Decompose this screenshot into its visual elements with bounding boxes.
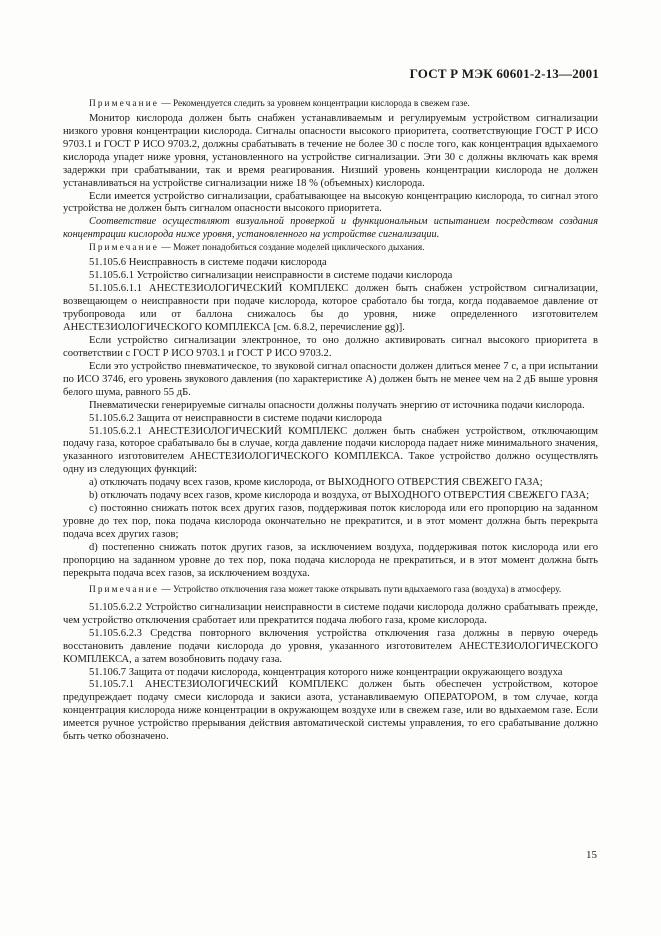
document-body (63, 98, 598, 744)
body-paragraph: Если устройство сигнализации электронное, то оно должно активировать сигнал высокого приоритета в соответствии с ГОСТ Р ИСО 9703.1 и ГОСТ Р ИСО 9703.2. (63, 334, 598, 359)
note-paragraph (63, 243, 598, 255)
body-paragraph: d) постепенно снижать поток других газов, за исключением воздуха, поддерживая поток кислорода или его пропорцию на заданном уровне до тех пор, пока подача кислорода не прекратиться, и в этот момент должна быть перекрыта подача всех газов, за исключением воздуха. (63, 542, 598, 579)
body-paragraph: b) отключать подачу всех газов, кроме кислорода и воздуха, от ВЫХОДНОГО ОТВЕРСТИЯ СВЕЖЕГО ГАЗА; (89, 490, 590, 502)
body-paragraph: Монитор кислорода должен быть снабжен устанавливаемым и регулируемым устройством сигнализации низкого уровня концентрации кислорода. Сигналы опасности высокого приоритета, соответствующие ГОСТ Р ИСО 9703.1 и ГОСТ Р ИСО 9703.2, должны срабатывать в течение не более 30 с после того, как концентрация вдыхаемого кислорода упадет ниже уровня, установленного на устройстве сигнализации. Эти 30 с должны включать как время задержки при срабатывании, так и время реагирования. Низший уровень концентрации кислорода не должен устанавливаться на устройстве сигнализации ниже 18 % (объемных) кислорода. (63, 112, 598, 189)
body-paragraph: 51.105.6.2.1 АНЕСТЕЗИОЛОГИЧЕСКИЙ КОМПЛЕКС должен быть снабжен устройством, отключающим подачу газа, которое срабатывало бы в случае, когда давление подачи кислорода падает ниже минимального значения, указанного изготовителем АНЕСТЕЗИОЛОГИЧЕСКОГО КОМПЛЕКСА. Такое устройство должно осуществлять одну из следующих функций: (63, 425, 598, 476)
note-text: — Может понадобиться создание моделей циклического дыхания. (159, 243, 425, 254)
body-paragraph: 51.105.6.2.3 Средства повторного включения устройства отключения газа должны в первую очередь восстановить давление подачи кислорода до уровня, указанного изготовителем АНЕСТЕЗИОЛОГИЧЕСКОГО КОМПЛЕКСА, а затем возобновить подачу газа. (63, 627, 598, 665)
note-text: — Рекомендуется следить за уровнем концентрации кислорода в свежем газе. (159, 99, 470, 109)
note-label: Примечание (89, 99, 159, 109)
page-number: 15 (586, 849, 597, 861)
body-paragraph: Если это устройство пневматическое, то звуковой сигнал опасности должен длиться менее 7 с, а при испытании по ИСО 3746, его уровень звукового давления (по характеристике А) должен быть не менее чем на 2 дБ выше уровня белого шума, равного 55 дБ. (63, 360, 598, 398)
note-paragraph (63, 99, 598, 111)
compliance-paragraph: Соответствие осуществляют визуальной проверкой и функциональным испытанием посредством создания концентрации кислорода ниже уровня, установленного на устройстве сигнализации. (63, 216, 598, 241)
note-label: Примечание (89, 584, 159, 595)
note-paragraph (63, 585, 598, 597)
body-paragraph: 51.105.6.2.2 Устройство сигнализации неисправности в системе подачи кислорода должно срабатывать прежде, чем устройство отключения сработает или прекратится подача любого газа, кроме кислорода. (63, 601, 598, 626)
body-paragraph: 51.106.7 Защита от подачи кислорода, концентрация которого ниже концентрации окружающего воздуха (89, 666, 563, 678)
standard-header: ГОСТ Р МЭК 60601-2-13—2001 (409, 66, 599, 81)
body-paragraph: c) постоянно снижать поток всех других газов, поддерживая поток кислорода или его пропорцию на заданном уровне до тех пор, пока подача кислорода окончательно не прекратится, и в этот момент должна быть перекрыта подача всех других газов; (63, 503, 598, 541)
body-paragraph: Если имеется устройство сигнализации, срабатывающее на высокую концентрацию кислорода, то сигнал этого устройства не должен быть сигналом опасности высокого приоритета. (63, 190, 598, 215)
body-paragraph: 51.105.7.1 АНЕСТЕЗИОЛОГИЧЕСКИЙ КОМПЛЕКС должен быть обеспечен устройством, которое предупреждает подачу смеси кислорода и закиси азота, устанавливаемую ОПЕРАТОРОМ, в том случае, когда концентрация кислорода ниже концентрации в окружающем воздухе или в свежем газе, или во вдыхаемом газе. Если имеется ручное устройство прерывания действия автоматической системы управления, то его срабатывание должно быть четко обозначено. (63, 679, 598, 743)
body-paragraph: 51.105.6.1 Устройство сигнализации неисправности в системе подачи кислорода (89, 270, 453, 282)
body-paragraph: 51.105.6.2 Защита от неисправности в системе подачи кислорода (89, 412, 382, 424)
note-label: Примечание (89, 243, 159, 254)
body-paragraph: Пневматически генерируемые сигналы опасности должны получать энергию от источника подачи кислорода. (89, 399, 585, 411)
body-paragraph: a) отключать подачу всех газов, кроме кислорода, от ВЫХОДНОГО ОТВЕРСТИЯ СВЕЖЕГО ГАЗА; (89, 477, 543, 489)
note-text: — Устройство отключения газа может также открывать пути вдыхаемого газа (воздуха) в атмосферу. (159, 584, 562, 595)
body-paragraph: 51.105.6.1.1 АНЕСТЕЗИОЛОГИЧЕСКИЙ КОМПЛЕКС должен быть снабжен устройством сигнализации, возвещающем о неисправности при подаче кислорода, которое сработало бы тогда, когда подаваемое давление от трубопровода или от баллона снижалось бы до уровня, ниже определенного изготовителем АНЕСТЕЗИОЛОГИЧЕСКОГО КОМПЛЕКСА [см. 6.8.2, перечисление gg)]. (63, 283, 598, 333)
body-paragraph: 51.105.6 Неисправность в системе подачи кислорода (89, 257, 327, 269)
